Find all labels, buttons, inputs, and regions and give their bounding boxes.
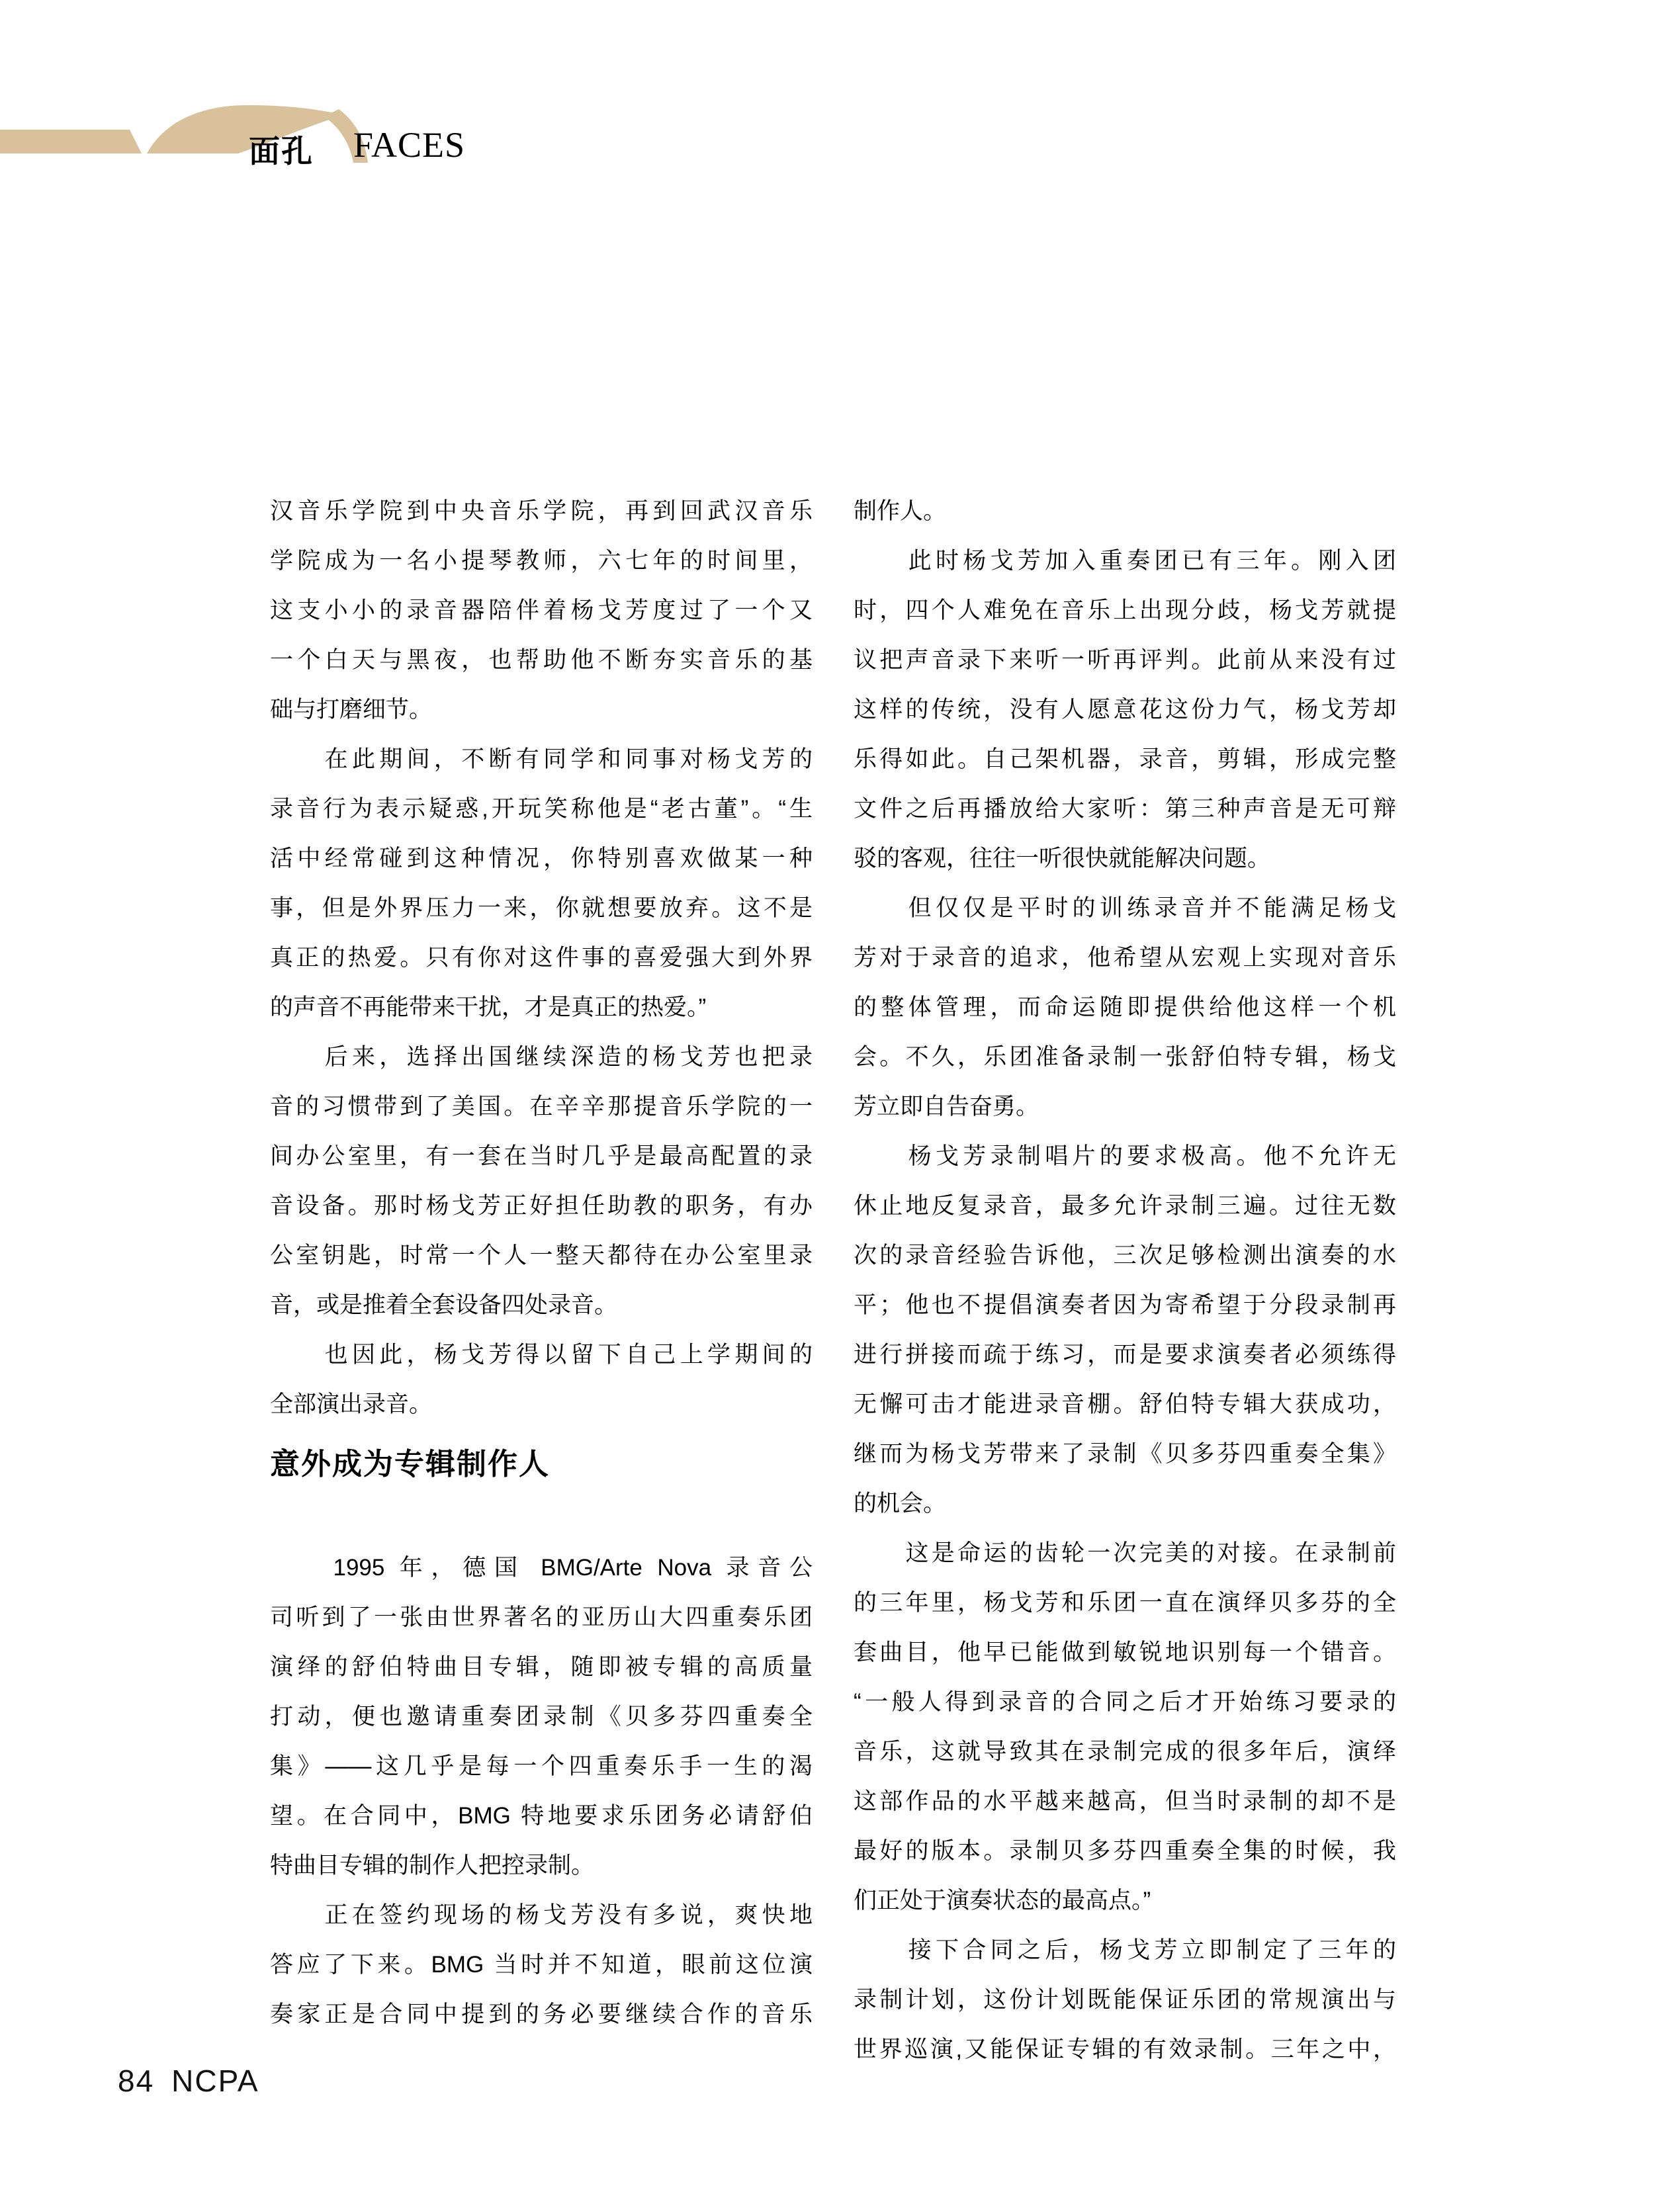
text-line: 奏家正是合同中提到的务必要继续合作的音乐 (270, 2001, 813, 2027)
right-column (854, 486, 1396, 2074)
text-line: 芳立即自告奋勇。 (854, 1094, 1039, 1119)
text-line: 议把声音录下来听一听再评判。此前从来没有过 (854, 647, 1396, 673)
text-line: 平；他也不提倡演奏者因为寄希望于分段录制再 (854, 1292, 1396, 1318)
text-line: 这样的传统，没有人愿意花这份力气，杨戈芳却 (854, 697, 1396, 722)
logo-bar-shape (0, 130, 142, 153)
text-line: 的整体管理，而命运随即提供给他这样一个机 (854, 994, 1396, 1020)
section-heading: 意外成为专辑制作人 (270, 1447, 551, 1481)
text-line: 的声音不再能带来干扰，才是真正的热爱。” (270, 994, 707, 1020)
section-title-chinese: 面孔 (249, 134, 314, 169)
text-line: 1995 年，德国 BMG/Arte Nova 录音公 (270, 1555, 813, 1581)
text-line: 录音行为表示疑惑,开玩笑称他是“老古董”。“生 (270, 796, 813, 822)
text-line: 一个白天与黑夜，也帮助他不断夯实音乐的基 (270, 647, 813, 673)
text-line: 次的录音经验告诉他，三次足够检测出演奏的水 (854, 1243, 1396, 1268)
text-line: 会。不久，乐团准备录制一张舒伯特专辑，杨戈 (854, 1044, 1396, 1070)
text-line: 这是命运的齿轮一次完美的对接。在录制前 (854, 1540, 1396, 1566)
journal-name: NCPA (171, 2064, 259, 2098)
text-line: 特曲目专辑的制作人把控录制。 (270, 1853, 595, 1878)
section-header (0, 0, 596, 212)
text-line: 休止地反复录音，最多允许录制三遍。过往无数 (854, 1193, 1396, 1219)
text-line: 活中经常碰到这种情况，你特别喜欢做某一种 (270, 846, 813, 871)
text-line: 汉音乐学院到中央音乐学院，再到回武汉音乐 (270, 498, 813, 524)
text-line: 们正处于演奏状态的最高点。” (854, 1888, 1151, 1913)
text-line: 在此期间，不断有同学和同事对杨戈芳的 (270, 746, 813, 772)
text-line: 音乐，这就导致其在录制完成的很多年后，演绎 (854, 1739, 1396, 1765)
text-line: 录制计划，这份计划既能保证乐团的常规演出与 (854, 1987, 1396, 2013)
text-line: 制作人。 (854, 498, 947, 524)
text-line: 芳对于录音的追求，他希望从宏观上实现对音乐 (854, 945, 1396, 971)
text-line: 进行拼接而疏于练习，而是要求演奏者必须练得 (854, 1342, 1396, 1368)
text-line: 无懈可击才能进录音棚。舒伯特专辑大获成功， (854, 1391, 1396, 1417)
text-line: 集》——这几乎是每一个四重奏乐手一生的渴 (270, 1753, 813, 1779)
text-line: 答应了下来。BMG 当时并不知道，眼前这位演 (270, 1952, 813, 1978)
text-line: 这部作品的水平越来越高，但当时录制的却不是 (854, 1788, 1396, 1814)
text-line: 杨戈芳录制唱片的要求极高。他不允许无 (854, 1143, 1396, 1169)
left-column (270, 486, 813, 2039)
text-line: 打动，便也邀请重奏团录制《贝多芬四重奏全 (270, 1704, 813, 1729)
text-line: 最好的版本。录制贝多芬四重奏全集的时候，我 (854, 1838, 1396, 1864)
swoosh-logo-graphic (0, 0, 596, 212)
text-line: 继而为杨戈芳带来了录制《贝多芬四重奏全集》 (854, 1441, 1396, 1467)
text-line: 文件之后再播放给大家听：第三种声音是无可辩 (854, 796, 1396, 822)
text-line: 接下合同之后，杨戈芳立即制定了三年的 (854, 1937, 1396, 1963)
text-line: 音设备。那时杨戈芳正好担任助教的职务，有办 (270, 1193, 813, 1219)
text-line: 音的习惯带到了美国。在辛辛那提音乐学院的一 (270, 1094, 813, 1119)
text-line: 后来，选择出国继续深造的杨戈芳也把录 (270, 1044, 813, 1070)
text-line: “一般人得到录音的合同之后才开始练习要录的 (854, 1689, 1396, 1715)
page-number: 84 (118, 2064, 155, 2098)
text-line: 础与打磨细节。 (270, 697, 433, 722)
text-line: 乐得如此。自己架机器，录音，剪辑，形成完整 (854, 746, 1396, 772)
text-line: 学院成为一名小提琴教师，六七年的时间里， (270, 548, 813, 574)
text-line: 也因此，杨戈芳得以留下自己上学期间的 (270, 1342, 813, 1368)
text-line: 事，但是外界压力一来，你就想要放弃。这不是 (270, 895, 813, 921)
text-line: 望。在合同中，BMG 特地要求乐团务必请舒伯 (270, 1803, 813, 1829)
page-footer (118, 2063, 259, 2099)
text-line: 演绎的舒伯特曲目专辑，随即被专辑的高质量 (270, 1654, 813, 1680)
text-line: 世界巡演,又能保证专辑的有效录制。三年之中， (854, 2036, 1396, 2062)
text-line: 间办公室里，有一套在当时几乎是最高配置的录 (270, 1143, 813, 1169)
text-line: 这支小小的录音器陪伴着杨戈芳度过了一个又 (270, 597, 813, 623)
text-line: 驳的客观，往往一听很快就能解决问题。 (854, 846, 1271, 871)
text-line: 此时杨戈芳加入重奏团已有三年。刚入团 (854, 548, 1396, 574)
text-line: 真正的热爱。只有你对这件事的喜爱强大到外界 (270, 945, 813, 971)
text-line: 正在签约现场的杨戈芳没有多说，爽快地 (270, 1902, 813, 1928)
text-line: 公室钥匙，时常一个人一整天都待在办公室里录 (270, 1243, 813, 1268)
text-line: 的三年里，杨戈芳和乐团一直在演绎贝多芬的全 (854, 1590, 1396, 1616)
text-line: 全部演出录音。 (270, 1391, 433, 1417)
text-line: 套曲目，他早已能做到敏锐地识别每一个错音。 (854, 1640, 1396, 1665)
text-line: 的机会。 (854, 1491, 947, 1516)
text-line: 但仅仅是平时的训练录音并不能满足杨戈 (854, 895, 1396, 921)
text-line: 时，四个人难免在音乐上出现分歧，杨戈芳就提 (854, 597, 1396, 623)
section-title-english: FACES (353, 125, 466, 165)
text-line: 音，或是推着全套设备四处录音。 (270, 1292, 618, 1318)
text-line: 司听到了一张由世界著名的亚历山大四重奏乐团 (270, 1604, 813, 1630)
